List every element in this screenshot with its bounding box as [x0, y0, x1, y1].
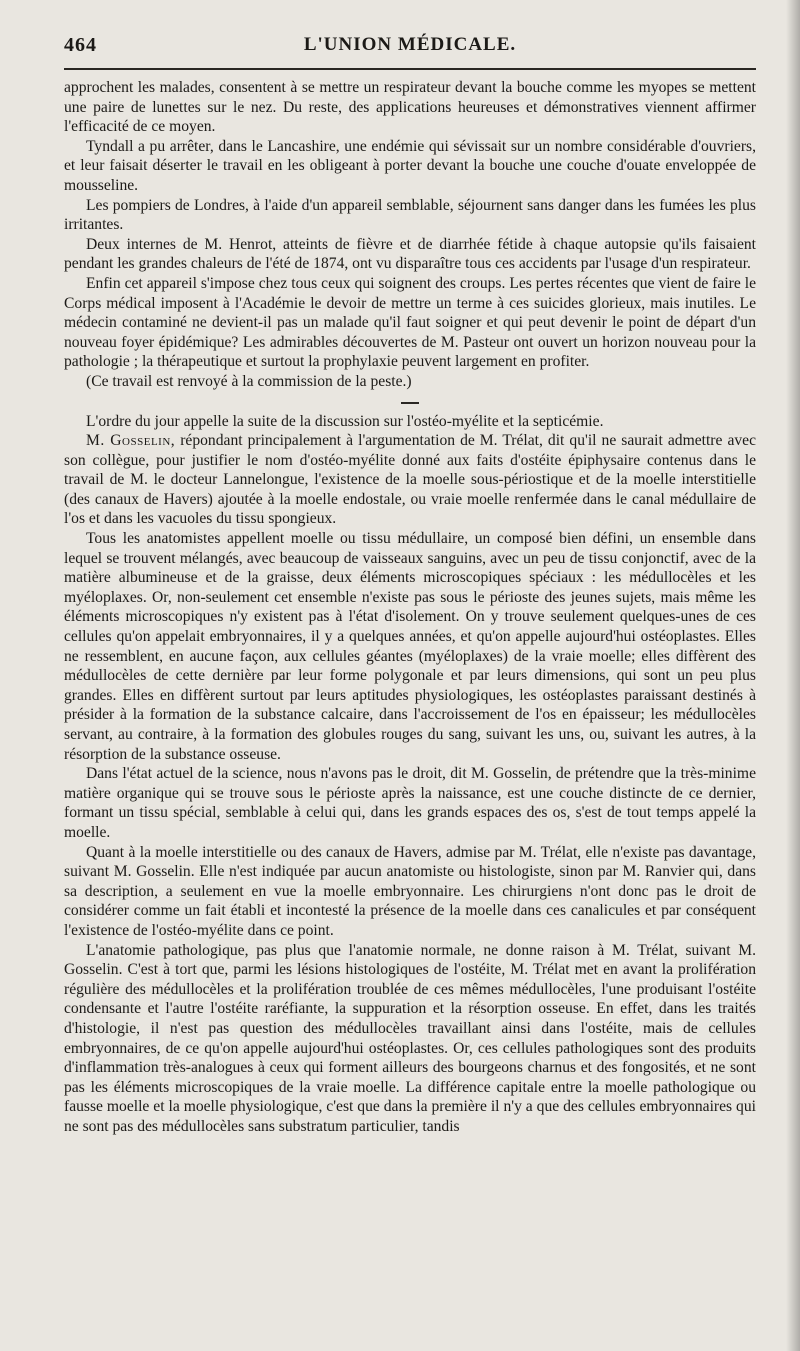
paragraph-anatomistes: Tous les anatomistes appellent moelle ou tissu médullaire, un composé bien défini, un ensemble dans lequel se trouvent mélangés, avec beaucoup de vaisseaux sanguins, avec un peu de tissu conjonctif, avec de la matière albumineuse et de la graisse, deux éléments microscopiques spéciaux : les médullocèles et les myéloplaxes. Or, non-seulement cet ensemble n'existe pas sous le périoste des jeunes sujets, mais même les éléments microscopiques n'y existent pas à l'état d'isolement. On y trouve seulement quelques-unes de ces cellules qu'on appelait embryonnaires, il y a quelques années, et qu'on appelle aujourd'hui ostéoplastes. Elles ne ressemblent, en aucune façon, aux cellules géantes (myéloplaxes) de la vraie moelle; elles diffèrent des médullocèles de cette dernière par leur forme polygonale et par leurs dimensions, qui sont un peu plus grandes. Elles en diffèrent surtout par leurs aptitudes physiologiques, les ostéoplastes paraissant destinés à présider à la formation de la substance calcaire, dans l'accroissement de l'os en épaisseur; les médullocèles servant, au contraire, à la formation des globules rouges du sang, suivant les uns, ou, suivant les autres, à la résorption de la substance osseuse.: [64, 530, 756, 763]
paragraph-internes: Deux internes de M. Henrot, atteints de fièvre et de diarrhée fétide à chaque autopsie qu'ils faisaient pendant les grandes chaleurs de l'été de 1874, ont vu disparaître tous ces accidents par l'usage d'un respirateur.: [64, 235, 756, 273]
paragraph-etat-science: Dans l'état actuel de la science, nous n'avons pas le droit, dit M. Gosselin, de prétendre que la très-minime matière organique qui se trouve sous le périoste après la naissance, est une couche distincte de ce dernier, formant un tissu spécial, semblable à celui qui, dans les grands espaces des os, s'est de tout temps appelé la moelle.: [64, 765, 756, 841]
running-head: [64, 26, 756, 66]
paragraph-tyndall: Tyndall a pu arrêter, dans le Lancashire, une endémie qui sévissait sur un nombre considérable d'ouvriers, et leur faisait déserter le travail en les obligeant à porter devant la bouche une couche d'ouate enveloppée de mousseline.: [64, 137, 756, 194]
paragraph-renvoi: (Ce travail est renvoyé à la commission de la peste.): [86, 372, 412, 390]
page-number: 464: [64, 34, 97, 56]
paragraph-moelle-interstitielle: Quant à la moelle interstitielle ou des canaux de Havers, admise par M. Trélat, elle n'existe pas davantage, suivant M. Gosselin. Elle n'est indiquée par aucun anatomiste ou histologiste, sinon par M. Ranvier qui, dans sa description, a seulement en vue la moelle embryonnaire. Les chirurgiens n'ont donc pas le droit de considérer comme un fait établi et incontesté la présence de la moelle dans ces canalicules et par conséquent l'existence de l'ostéo-myélite dans ce point.: [64, 843, 756, 939]
page-edge-shadow: [786, 0, 800, 1351]
journal-title: L'UNION MÉDICALE.: [303, 34, 517, 55]
paragraph-croups: Enfin cet appareil s'impose chez tous ceux qui soignent des croups. Les pertes récentes que vient de faire le Corps médical imposent à l'Académie le devoir de mettre un terme à ces suicides glorieux, mais inutiles. Le médecin contaminé ne devient-il pas un malade qu'il faut soigner et qui peut devenir le point de départ d'un nouveau foyer épidémique? Les admirables découvertes de M. Pasteur ont ouvert un horizon nouveau pour la pathologie ; la thérapeutique et surtout la prophylaxie peuvent largement en profiter.: [64, 274, 756, 371]
paragraph-continued: approchent les malades, consentent à se mettre un respirateur devant la bouche comme les myopes se mettent une paire de lunettes sur le nez. Du reste, des applications heureuses et démonstratives viennent affirmer l'efficacité de ce moyen.: [64, 79, 756, 136]
paragraph-pompiers: Les pompiers de Londres, à l'aide d'un appareil semblable, séjournent sans danger dans les fumées les plus irritantes.: [64, 196, 756, 234]
paragraph-gosselin-text: répondant principalement à l'argumentation de M. Trélat, dit qu'il ne saurait admettre avec son collègue, pour justifier le nom d'ostéo-myélite donné aux faits d'ostéite épiphysaire contenus dans le travail de M. le docteur Lannelongue, l'existence de la moelle sous-périostique et de la moelle interstitielle (des canaux de Havers) ajoutée à la moelle endostale, ou vraie moelle renfermée dans le canal médullaire de l'os et dans les vacuoles du tissu spongieux.: [64, 432, 757, 528]
paragraph-anatomie-pathologique: L'anatomie pathologique, pas plus que l'anatomie normale, ne donne raison à M. Trélat, suivant M. Gosselin. C'est à tort que, parmi les lésions histologiques de l'ostéite, M. Trélat met en avant la prolifération régulière des médullocèles et la prolifération troublée de ces mêmes médullocèles, l'une produisant l'ostéite condensante et l'autre l'ostéite raréfiante, la suppuration et la résorption osseuse. En effet, dans les traités d'histologie, il n'est pas question des médullocèles travaillant ainsi dans l'ostéite, mais de cellules embryonnaires, de ce qu'on appelle aujourd'hui ostéoplastes. Or, ces cellules pathologiques sont des produits d'inflammation très-analogues à ceux qui forment ailleurs des bourgeons charnus et des fongosités, et ne sont pas les éléments microscopiques de la vraie moelle. La différence capitale entre la moelle pathologique ou fausse moelle et la moelle physiologique, c'est que dans la première il n'y a que des cellules embryonnaires qui ne sont pas des médullocèles sans substratum particulier, tandis: [64, 941, 756, 1135]
header-rule: [64, 68, 756, 70]
speaker-name: M. Gosselin,: [86, 432, 176, 450]
section-separator: [401, 402, 419, 404]
paragraph-ordre-du-jour: L'ordre du jour appelle la suite de la discussion sur l'ostéo-myélite et la septicémie.: [86, 412, 604, 430]
paragraph-gosselin-reply: [64, 431, 756, 529]
